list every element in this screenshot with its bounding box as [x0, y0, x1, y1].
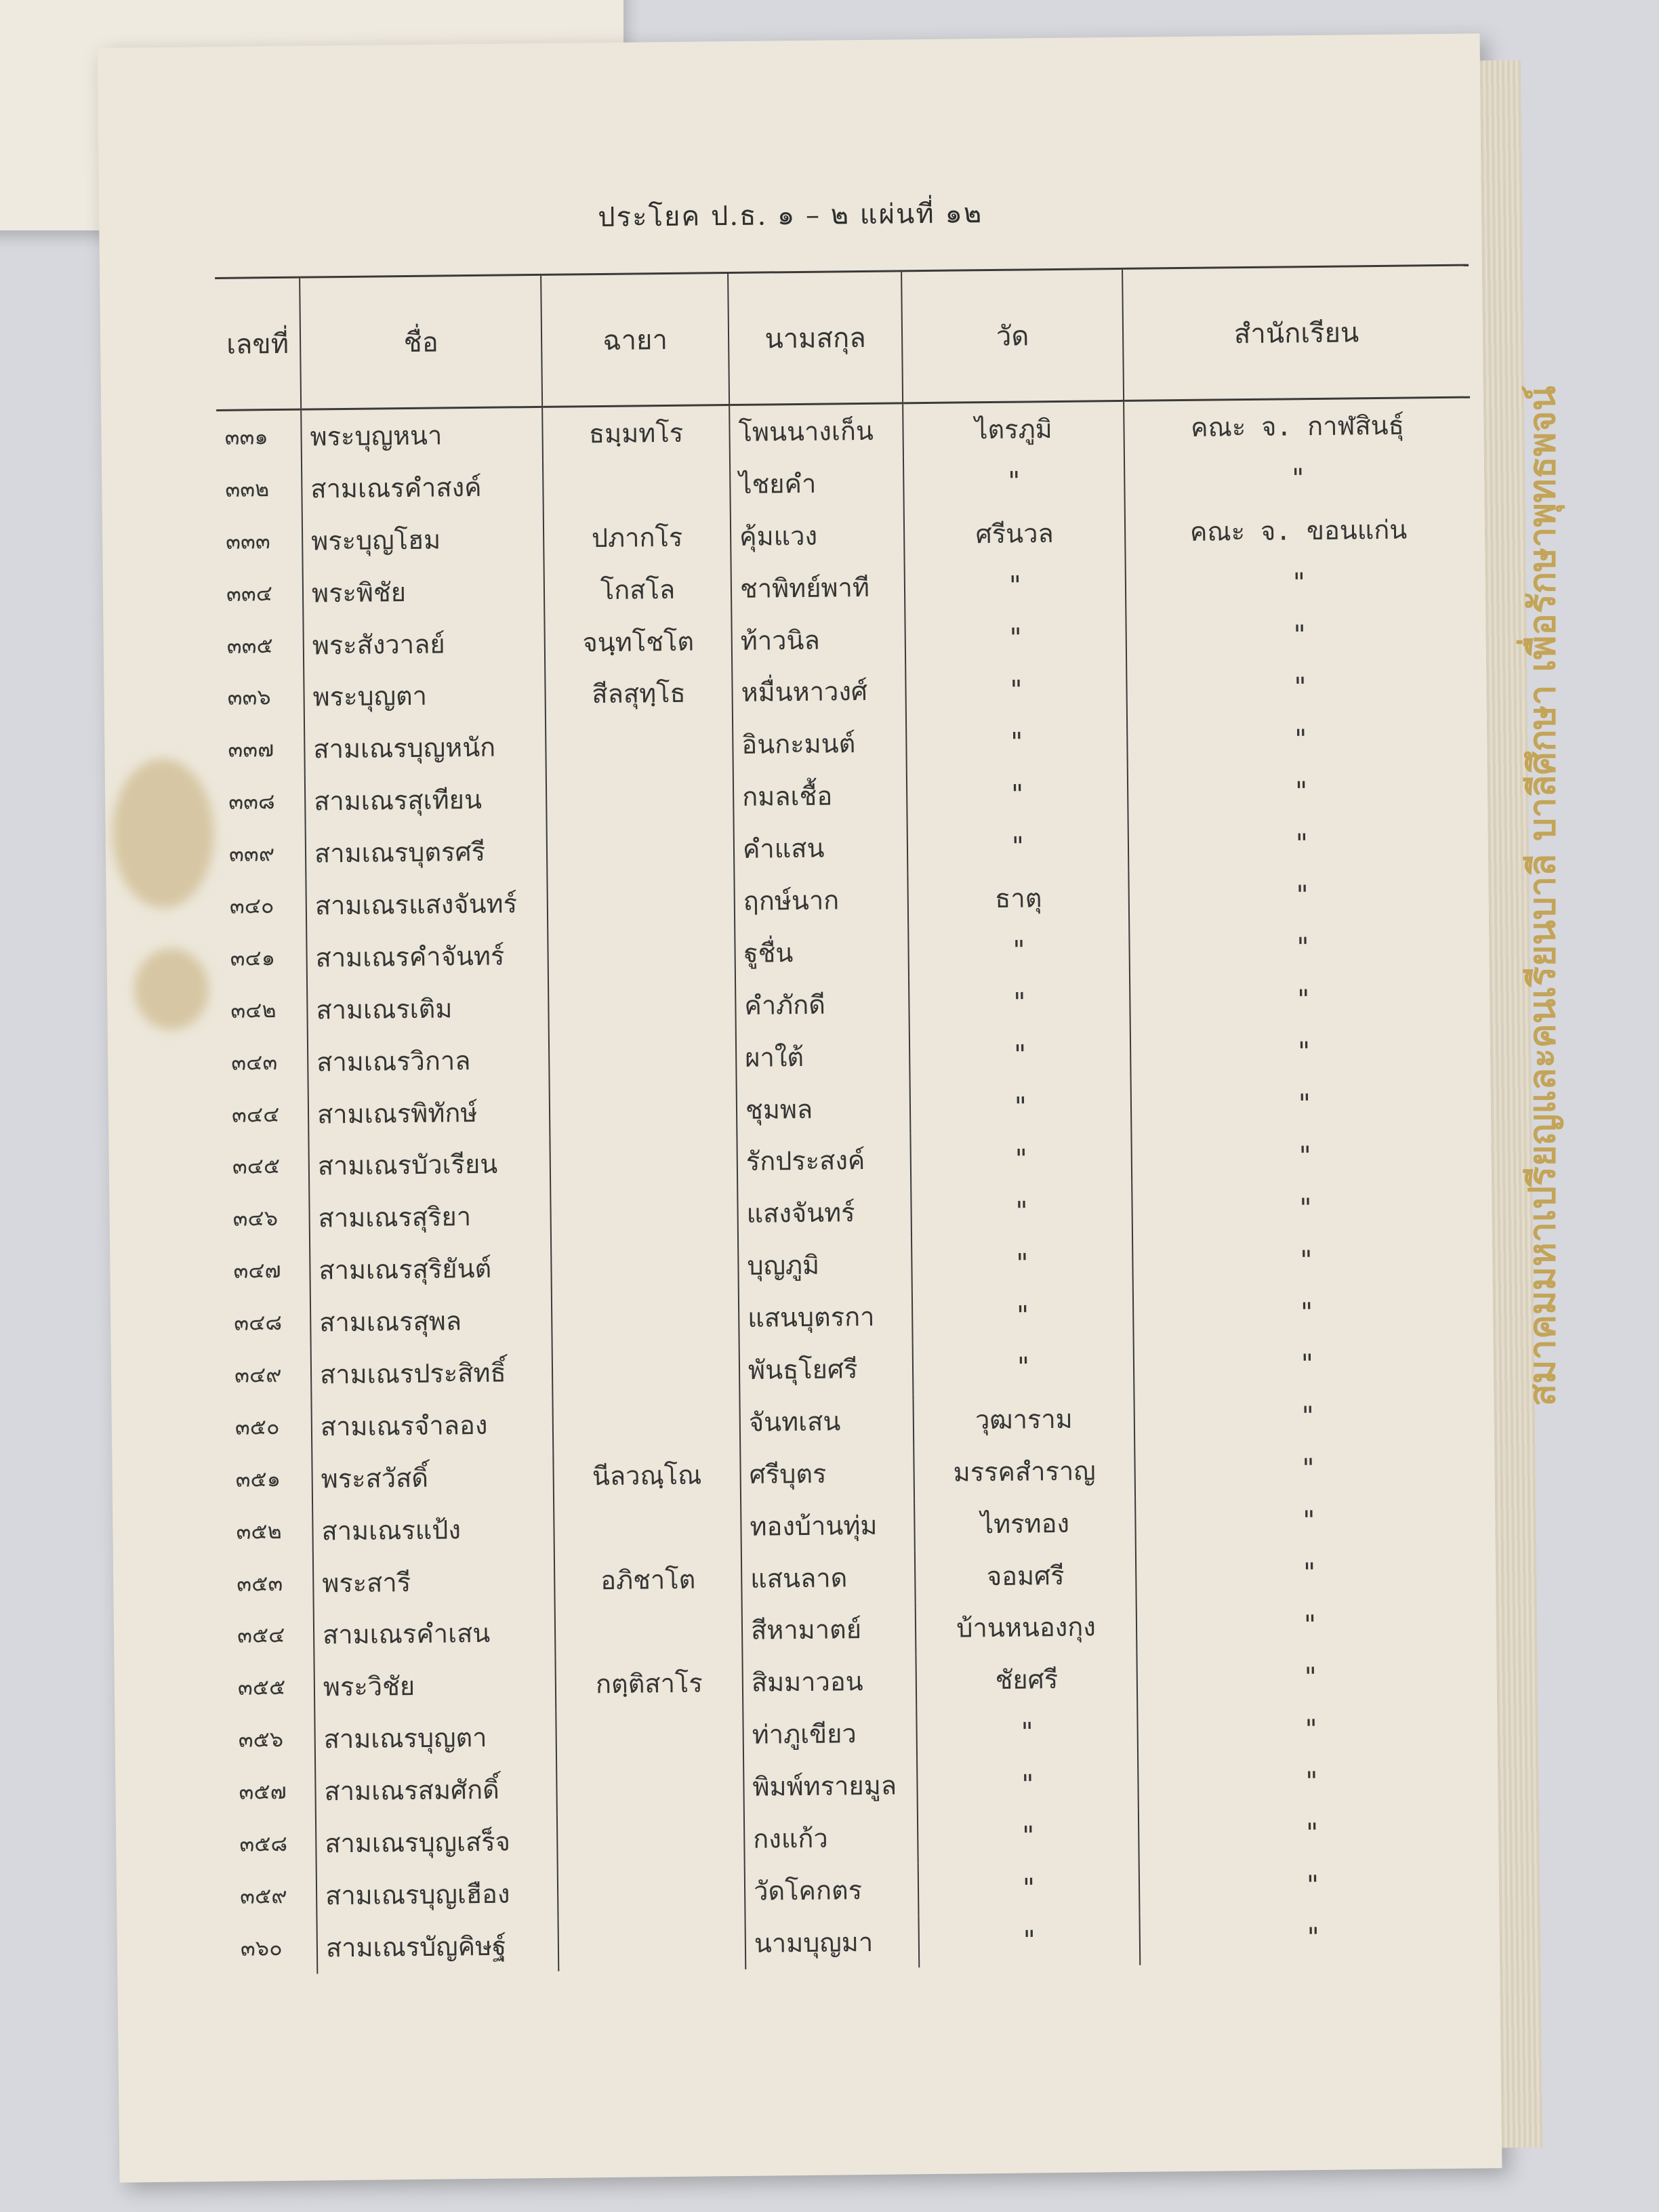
cell-surname: คำภักดี	[735, 977, 909, 1031]
cell-surname: บุญภูมิ	[738, 1238, 912, 1292]
cell-temple: "	[913, 1340, 1134, 1394]
cell-office: "	[1290, 463, 1306, 493]
cell-number: ๓๖๐	[232, 1921, 318, 1974]
cell-office: "	[1298, 1244, 1315, 1275]
cell-surname: ศรีบุตร	[740, 1446, 914, 1500]
cell-surname: ท่าภูเขียว	[743, 1707, 917, 1761]
cell-name: สามเณรเติม	[307, 981, 549, 1036]
cell-number: ๓๓๓	[218, 514, 303, 567]
cell-number: ๓๕๓	[228, 1557, 314, 1610]
cell-number: ๓๓๘	[220, 775, 306, 828]
column-header-number: เลขที่	[215, 277, 301, 410]
cell-number: ๓๔๑	[222, 932, 307, 985]
cell-name: สามเณรบุญเสร็จ	[316, 1815, 558, 1870]
cell-surname: แสงจันทร์	[737, 1186, 912, 1240]
cell-temple: ศรีนวล	[904, 506, 1126, 560]
cell-temple: "	[907, 819, 1129, 873]
table-header-row	[215, 265, 1470, 410]
cell-name: สามเณรคำจันทร์	[306, 929, 548, 984]
cell-office: "	[1305, 1870, 1321, 1900]
cell-name: สามเณรสุพล	[310, 1294, 552, 1349]
document-title: ประโยค ป.ธ. ๑ – ๒ แผ่นที่ ๑๒	[597, 198, 983, 234]
cell-alias	[551, 1240, 739, 1294]
cell-alias	[552, 1344, 740, 1398]
cell-name: สามเณรบัญคิษฐ์	[317, 1919, 559, 1974]
cell-temple: บ้านหนองกุง	[916, 1600, 1137, 1654]
cell-number: ๓๕๙	[232, 1869, 317, 1922]
cell-surname: รักประสงค์	[737, 1134, 911, 1188]
cell-temple: "	[918, 1809, 1139, 1863]
cell-office: "	[1292, 723, 1309, 754]
column-header-surname: นามสกุล	[728, 271, 903, 405]
cell-office: "	[1304, 1818, 1320, 1848]
cell-surname: ชาพิทย์พาที	[731, 560, 905, 615]
cell-office: "	[1296, 1036, 1312, 1067]
cell-office: "	[1294, 827, 1310, 858]
cell-office: "	[1303, 1661, 1319, 1692]
cell-office: "	[1303, 1765, 1320, 1796]
cell-number: ๓๔๐	[221, 880, 306, 933]
cell-office: "	[1299, 1349, 1315, 1379]
cell-temple: ชัยศรี	[916, 1652, 1137, 1706]
cell-temple: "	[907, 766, 1128, 821]
cell-name: สามเณรพิทักษ์	[308, 1085, 550, 1140]
cell-surname: ฐูชื่น	[735, 925, 909, 979]
cell-alias	[546, 771, 734, 825]
cell-alias	[548, 979, 736, 1033]
cell-office: "	[1293, 775, 1309, 806]
cell-temple: "	[916, 1704, 1138, 1759]
cell-temple: "	[912, 1288, 1134, 1342]
cell-name: สามเณรแป้ง	[312, 1502, 554, 1557]
cell-number: ๓๔๙	[226, 1349, 312, 1401]
cell-alias	[546, 718, 733, 773]
cell-alias	[543, 458, 731, 512]
column-header-temple: วัด	[901, 268, 1124, 403]
cell-number: ๓๓๗	[220, 723, 305, 776]
cell-office: "	[1297, 1192, 1314, 1223]
cell-name: สามเณรสมศักดิ์	[315, 1763, 557, 1818]
cell-name: สามเณรบุญตา	[314, 1711, 556, 1765]
cell-surname: จันทเสน	[739, 1394, 914, 1448]
cell-temple: "	[911, 1183, 1132, 1237]
cell-alias: ธมฺมทโร	[542, 405, 730, 460]
cell-office: "	[1292, 672, 1309, 702]
cell-name: พระพิชัย	[303, 565, 545, 619]
cell-alias	[552, 1396, 740, 1450]
cell-alias	[547, 823, 735, 877]
cell-alias	[558, 1865, 745, 1919]
cell-surname: คำแสน	[734, 821, 908, 875]
cell-number: ๓๓๕	[218, 619, 304, 672]
column-header-alias: ฉายา	[541, 273, 729, 407]
cell-number: ๓๔๖	[224, 1192, 310, 1245]
cell-number: ๓๔๒	[222, 983, 308, 1036]
cell-office: "	[1305, 1922, 1322, 1952]
cell-alias	[554, 1500, 741, 1555]
cell-temple: จอมศรี	[915, 1548, 1136, 1602]
cell-name: พระบุญโฮม	[302, 512, 544, 567]
cell-alias	[550, 1135, 737, 1189]
watermark-text: สมาคมมหาเปรียญและคนเรียนบาลี บาลีศึกษา เพื่อรักษาพุทธพจน์	[1521, 386, 1563, 1406]
cell-alias: จนฺทโชโต	[544, 615, 732, 669]
cell-name: พระสวัสดิ์	[312, 1450, 554, 1505]
cell-number: ๓๓๖	[219, 671, 304, 724]
cell-temple: "	[903, 454, 1125, 508]
paper-stain	[112, 758, 215, 909]
cell-name: พระบุญตา	[304, 668, 546, 723]
cell-temple: "	[905, 610, 1126, 664]
cell-number: ๓๔๕	[224, 1140, 309, 1193]
column-header-name: ชื่อ	[300, 274, 542, 409]
cell-surname: สีหามาตย์	[742, 1603, 916, 1657]
table-body	[216, 397, 1486, 1974]
cell-temple: "	[909, 1027, 1131, 1082]
cell-surname: สิมมาวอน	[742, 1655, 916, 1709]
cell-surname: โพนนางเก็น	[729, 403, 903, 458]
cell-number: ๓๕๕	[230, 1661, 315, 1714]
cell-temple: ไทรทอง	[914, 1496, 1136, 1551]
cell-alias: อภิชาโต	[554, 1553, 742, 1607]
cell-office: "	[1298, 1296, 1315, 1327]
cell-name: สามเณรสุริยา	[309, 1189, 551, 1244]
cell-office: "	[1302, 1609, 1318, 1640]
cell-office: "	[1294, 932, 1311, 962]
cell-alias	[549, 1031, 737, 1086]
cell-name: สามเณรบุตรศรี	[306, 825, 548, 880]
cell-surname: ทองบ้านทุ่ม	[741, 1498, 915, 1553]
cell-number: ๓๕๗	[230, 1765, 316, 1818]
cell-surname: แสนลาด	[741, 1551, 916, 1605]
cell-surname: ท้าวนิล	[731, 613, 905, 667]
cell-surname: ชุมพล	[737, 1082, 911, 1136]
cell-name: สามเณรบัวเรียน	[308, 1137, 550, 1192]
cell-name: สามเณรจำลอง	[311, 1398, 553, 1453]
cell-name: สามเณรวิกาล	[308, 1033, 550, 1088]
cell-number: ๓๕๘	[231, 1818, 316, 1870]
cell-alias	[557, 1813, 745, 1867]
cell-alias	[556, 1761, 744, 1815]
document-page	[98, 33, 1502, 2182]
cell-office: "	[1292, 619, 1308, 650]
cell-office: "	[1296, 1088, 1313, 1119]
cell-alias: กตฺติสาโร	[555, 1656, 743, 1711]
cell-name: พระบุญหนา	[301, 407, 543, 462]
cell-name: สามเณรประสิทธิ์	[311, 1346, 553, 1401]
cell-surname: ฤกษ์นาก	[734, 873, 908, 927]
cell-alias: สีลสุทฺโธ	[545, 666, 733, 720]
cell-surname: ผาใต้	[736, 1029, 910, 1084]
cell-name: สามเณรสุริยันต์	[310, 1242, 552, 1296]
cell-alias	[548, 927, 735, 981]
cell-temple: "	[905, 558, 1126, 613]
cell-name: สามเณรแสงจันทร์	[306, 877, 548, 932]
cell-name: สามเณรคำสงค์	[302, 460, 544, 515]
cell-temple: "	[908, 923, 1130, 977]
cell-temple: มรรคสำราญ	[914, 1444, 1135, 1498]
cell-alias	[547, 875, 735, 929]
cell-office: "	[1301, 1557, 1317, 1588]
paper-stain	[134, 948, 209, 1030]
cell-surname: ไชยคำ	[730, 456, 904, 510]
cell-number: ๓๕๐	[226, 1400, 312, 1453]
cell-temple: "	[910, 1079, 1132, 1133]
cell-surname: กงแก้ว	[744, 1811, 918, 1865]
cell-temple: ไตรภูมิ	[903, 401, 1124, 456]
cell-number: ๓๔๔	[224, 1088, 309, 1141]
cell-temple: ธาตุ	[907, 871, 1129, 925]
cell-office: "	[1300, 1453, 1317, 1483]
cell-number: ๓๔๗	[225, 1244, 310, 1297]
cell-temple: วุฒาราม	[913, 1392, 1134, 1446]
cell-temple: "	[906, 714, 1128, 769]
cell-alias	[556, 1708, 743, 1763]
cell-number: ๓๓๒	[217, 463, 302, 516]
cell-alias: โกสโล	[544, 562, 732, 617]
cell-temple: "	[917, 1757, 1139, 1811]
cell-office: "	[1300, 1401, 1316, 1431]
cell-office: "	[1295, 984, 1312, 1015]
cell-surname: กมลเชื้อ	[733, 769, 907, 823]
cell-surname: พิมพ์ทรายมูล	[743, 1759, 918, 1813]
cell-office: คณะ จ. ขอนแก่น	[1189, 514, 1408, 547]
cell-number: ๓๕๔	[229, 1609, 314, 1662]
cell-office: "	[1291, 567, 1307, 598]
cell-surname: วัดโคกตร	[745, 1863, 919, 1917]
cell-surname: หมื่นหาวงศ์	[732, 665, 906, 719]
cell-alias	[550, 1187, 738, 1242]
cell-surname: แสนบุตรกา	[739, 1290, 913, 1344]
records-table	[215, 264, 1486, 1975]
cell-number: ๓๔๘	[226, 1296, 311, 1349]
cell-name: สามเณรสุเทียน	[305, 773, 547, 827]
column-header-office: สำนักเรียน	[1122, 265, 1470, 401]
cell-number: ๓๕๖	[230, 1713, 315, 1766]
cell-office: "	[1300, 1505, 1317, 1536]
cell-alias: นีลวณฺโณ	[553, 1448, 741, 1502]
cell-name: พระสารี	[313, 1554, 555, 1609]
cell-office: "	[1294, 880, 1311, 910]
cell-surname: คุ้มแวง	[731, 508, 905, 562]
cell-number: ๓๕๒	[228, 1504, 313, 1557]
cell-temple: "	[909, 975, 1130, 1029]
cell-surname: นามบุญมา	[745, 1915, 919, 1969]
cell-office: คณะ จ. กาฬสินธุ์	[1190, 410, 1405, 443]
cell-office: "	[1297, 1140, 1313, 1171]
cell-name: พระวิชัย	[314, 1658, 556, 1713]
cell-number: ๓๔๓	[223, 1036, 308, 1088]
cell-surname: อินกะมนต์	[733, 717, 907, 771]
cell-temple: "	[910, 1131, 1132, 1185]
cell-temple: "	[905, 662, 1127, 716]
cell-alias	[555, 1604, 743, 1658]
cell-alias	[558, 1917, 746, 1971]
cell-temple: "	[918, 1861, 1140, 1915]
cell-alias	[550, 1084, 737, 1138]
cell-number: ๓๕๑	[227, 1452, 312, 1505]
cell-name: สามเณรคำเสน	[314, 1606, 556, 1661]
cell-surname: พันธุโยศรี	[739, 1342, 914, 1396]
cell-number: ๓๓๙	[221, 827, 306, 880]
cell-name: สามเณรบุญหนัก	[304, 720, 546, 775]
cell-temple: "	[918, 1913, 1140, 1967]
cell-temple: "	[912, 1235, 1133, 1290]
cell-name: พระสังวาลย์	[303, 616, 545, 671]
cell-alias: ปภากโร	[544, 510, 731, 565]
cell-name: สามเณรบุญเฮือง	[316, 1867, 558, 1922]
cell-alias	[552, 1292, 739, 1346]
cell-number: ๓๓๔	[218, 567, 304, 619]
cell-office: "	[1303, 1713, 1319, 1744]
cell-number: ๓๓๑	[216, 409, 302, 464]
